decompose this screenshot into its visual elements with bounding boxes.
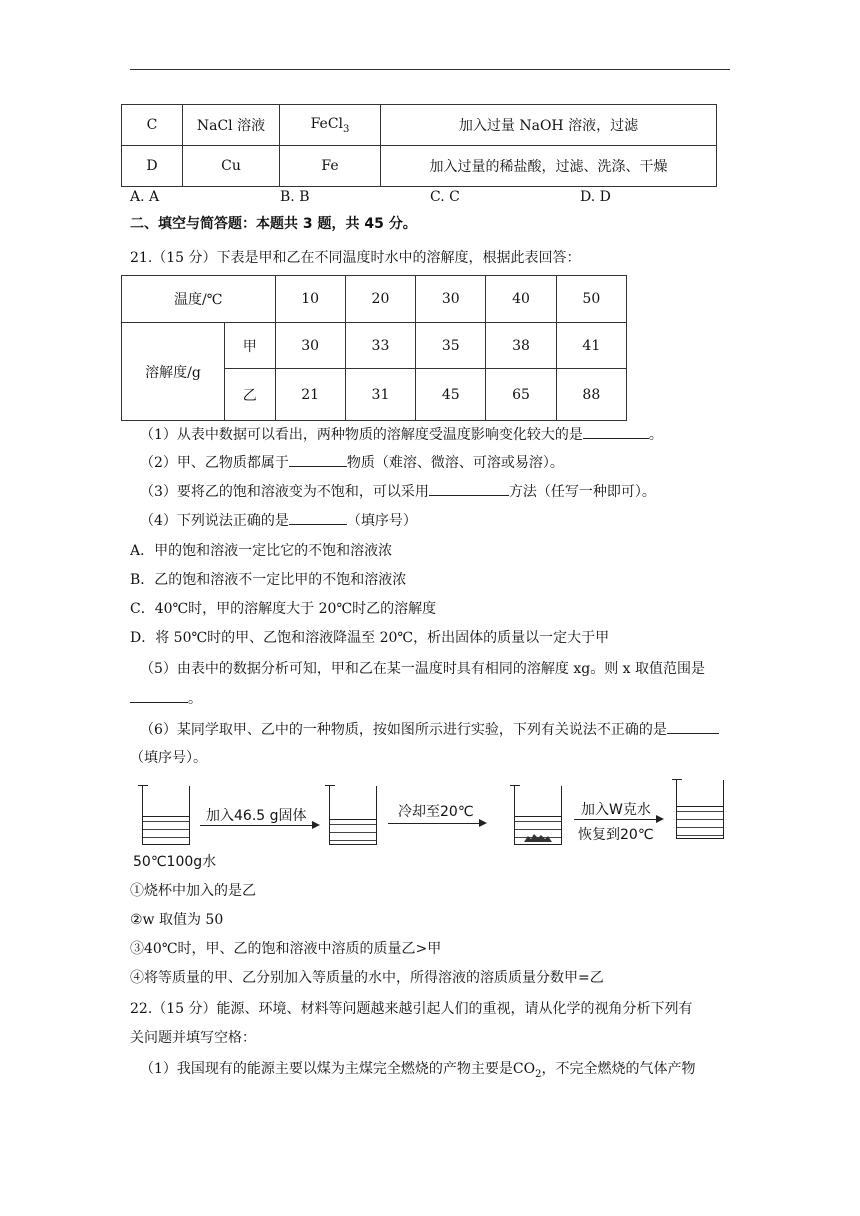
solubility-header: 溶解度/g [122, 323, 225, 421]
step1-label: 加入46.5 g固体 [206, 808, 307, 824]
beaker-1 [142, 786, 190, 845]
cell-option: D [122, 146, 183, 187]
q21-part3: （3）要将乙的饱和溶液变为不饱和，可以采用 方法（任写一种即可）。 [140, 481, 656, 502]
answer-blank[interactable] [667, 719, 719, 734]
co2-formula: $CO_2$ [512, 1061, 542, 1080]
answer-blank[interactable] [289, 510, 347, 525]
top-options-table [121, 104, 717, 187]
answer-blank[interactable] [289, 452, 347, 467]
q21-statement-1: ①烧杯中加入的是乙 [130, 883, 256, 899]
cell-impurity: Fe [280, 146, 381, 187]
temp-cell: 30 [416, 276, 486, 323]
q22-line1: 22.（15 分）能源、环境、材料等问题越来越引起人们的重视，请从化学的视角分析下列有 [130, 1001, 693, 1017]
q21-part6: （6）某同学取甲、乙中的一种物质，按如图所示进行实验，下列有关说法不正确的是 [140, 719, 719, 740]
jia-cell: 33 [345, 323, 415, 369]
precipitate-icon [523, 831, 553, 843]
jia-cell: 35 [416, 323, 486, 369]
choice-a: A. A [130, 189, 160, 205]
arrow-right-icon [200, 825, 318, 826]
choice-b: B. B [280, 189, 310, 205]
step2-label: 冷却至20℃ [398, 804, 474, 820]
start-label: 50℃100g水 [133, 854, 217, 870]
q21-part1: （1）从表中数据可以看出，两种物质的溶解度受温度影响变化较大的是 。 [140, 424, 663, 445]
temp-header: 温度/℃ [122, 276, 276, 323]
answer-blank[interactable] [583, 424, 649, 439]
beaker-3 [514, 786, 562, 845]
choice-d: D. D [580, 189, 611, 205]
temp-cell: 10 [275, 276, 345, 323]
q21-part4: （4）下列说法正确的是 （填序号） [140, 510, 417, 531]
cell-impurity: FeCl$_3$ [280, 105, 381, 146]
cell-option: C [122, 105, 183, 146]
q21-statement-2: ②w 取值为 50 [130, 912, 224, 928]
q22-part1: （1）我国现有的能源主要以煤为主煤完全燃烧的产物主要是$CO_2$，不完全燃烧的气体产物 [140, 1061, 696, 1080]
jia-cell: 30 [275, 323, 345, 369]
yi-cell: 88 [556, 369, 626, 421]
q21-statement-3: ③40℃时，甲、乙的饱和溶液中溶质的质量乙>甲 [130, 941, 442, 957]
q21-option-b: B．乙的饱和溶液不一定比甲的不饱和溶液浓 [130, 572, 407, 588]
temp-cell: 20 [345, 276, 415, 323]
cell-method: 加入过量的稀盐酸，过滤、洗涤、干燥 [381, 146, 717, 187]
table-row [122, 323, 627, 369]
step3-label-a: 加入W克水 [581, 802, 651, 818]
q21-part5: （5）由表中的数据分析可知，甲和乙在某一温度时具有相同的溶解度 xg。则 x 取值范围是 [140, 661, 706, 677]
q21-option-d: D．将 50℃时的甲、乙饱和溶液降温至 20℃，析出固体的质量以一定大于甲 [130, 630, 610, 646]
q21-option-c: C．40℃时，甲的溶解度大于 20℃时乙的溶解度 [130, 601, 437, 617]
arrow-right-icon [574, 819, 662, 820]
answer-blank[interactable] [429, 481, 509, 496]
q22-line2: 关问题并填写空格： [130, 1030, 256, 1046]
q21-part2: （2）甲、乙物质都属于 物质（难溶、微溶、可溶或易溶）。 [140, 452, 564, 473]
jia-label: 甲 [224, 323, 275, 369]
beaker-2 [329, 786, 377, 845]
table-row [122, 146, 717, 187]
temp-cell: 50 [556, 276, 626, 323]
header-rule [130, 69, 730, 70]
arrow-right-icon [388, 823, 485, 824]
table-row [122, 105, 717, 146]
answer-blank[interactable] [130, 688, 188, 703]
cell-substance: Cu [183, 146, 280, 187]
yi-cell: 45 [416, 369, 486, 421]
cell-substance: NaCl 溶液 [183, 105, 280, 146]
q21-part6-end: （填序号）。 [130, 750, 207, 766]
temp-cell: 40 [486, 276, 556, 323]
choice-c: C. C [430, 189, 460, 205]
yi-label: 乙 [224, 369, 275, 421]
q21-part5-end: 。 [130, 688, 202, 709]
step3-label-b: 恢复到20℃ [578, 827, 654, 843]
q21-statement-4: ④将等质量的甲、乙分别加入等质量的水中，所得溶液的溶质质量分数甲=乙 [130, 970, 604, 986]
table-row [122, 276, 627, 323]
yi-cell: 21 [275, 369, 345, 421]
jia-cell: 41 [556, 323, 626, 369]
beaker-4 [676, 780, 724, 839]
jia-cell: 38 [486, 323, 556, 369]
q21-option-a: A．甲的饱和溶液一定比它的不饱和溶液浓 [130, 543, 393, 559]
yi-cell: 31 [345, 369, 415, 421]
solubility-table [121, 275, 627, 421]
cell-method: 加入过量 NaOH 溶液，过滤 [381, 105, 717, 146]
section-heading: 二、填空与简答题：本题共 3 题，共 45 分。 [130, 216, 417, 232]
q21-intro: 21.（15 分）下表是甲和乙在不同温度时水中的溶解度，根据此表回答： [130, 250, 581, 266]
yi-cell: 65 [486, 369, 556, 421]
